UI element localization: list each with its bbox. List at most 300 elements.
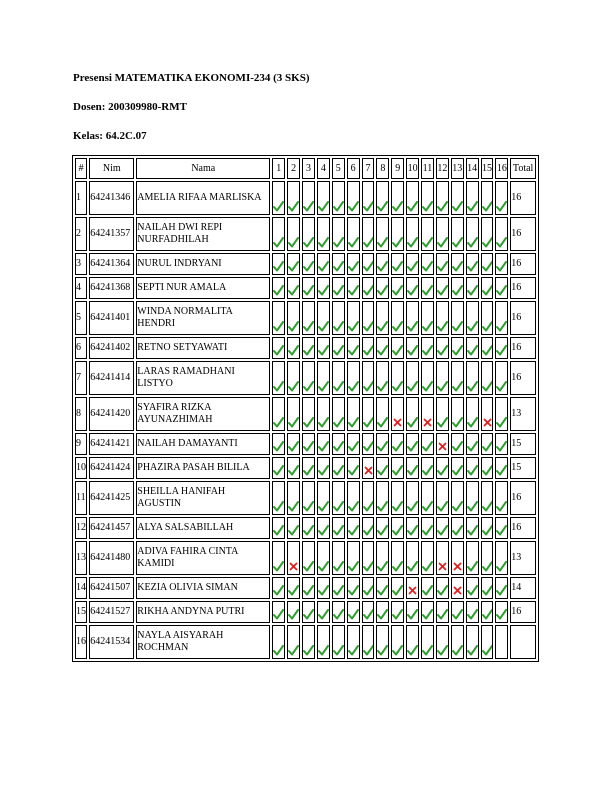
cross-icon (452, 561, 463, 572)
check-icon (422, 441, 433, 452)
attendance-cell (391, 301, 404, 335)
check-icon (377, 321, 388, 332)
attendance-cell (436, 625, 449, 659)
attendance-cell (272, 181, 285, 215)
attendance-cell (332, 181, 345, 215)
attendance-total: 16 (510, 481, 536, 515)
attendance-cell (391, 481, 404, 515)
check-icon (452, 525, 463, 536)
check-icon (273, 525, 284, 536)
attendance-cell (391, 337, 404, 359)
attendance-cell (466, 277, 479, 299)
attendance-cell (302, 217, 315, 251)
check-icon (392, 261, 403, 272)
check-icon (333, 501, 344, 512)
attendance-cell (466, 457, 479, 479)
attendance-cell (466, 397, 479, 431)
attendance-cell (287, 217, 300, 251)
check-icon (452, 285, 463, 296)
attendance-cell (287, 433, 300, 455)
attendance-cell (332, 217, 345, 251)
check-icon (422, 261, 433, 272)
attendance-cell (347, 337, 360, 359)
student-nim: 64241425 (89, 481, 134, 515)
cross-icon (392, 417, 403, 428)
check-icon (333, 261, 344, 272)
check-icon (273, 645, 284, 656)
check-icon (377, 561, 388, 572)
attendance-cell (451, 625, 464, 659)
attendance-cell (302, 457, 315, 479)
attendance-cell (287, 253, 300, 275)
attendance-total: 14 (510, 577, 536, 599)
attendance-cell (421, 517, 434, 539)
attendance-cell (436, 337, 449, 359)
attendance-cell (451, 577, 464, 599)
check-icon (392, 345, 403, 356)
attendance-cell (362, 361, 375, 395)
check-icon (482, 321, 493, 332)
attendance-cell (317, 337, 330, 359)
check-icon (482, 525, 493, 536)
attendance-cell (436, 577, 449, 599)
student-name: PHAZIRA PASAH BILILA (136, 457, 270, 479)
check-icon (318, 237, 329, 248)
attendance-cell (317, 517, 330, 539)
check-icon (496, 609, 507, 620)
attendance-cell (376, 481, 389, 515)
check-icon (273, 417, 284, 428)
check-icon (273, 609, 284, 620)
attendance-cell (495, 181, 508, 215)
check-icon (437, 525, 448, 536)
check-icon (333, 417, 344, 428)
check-icon (452, 261, 463, 272)
attendance-cell (466, 217, 479, 251)
cross-icon (407, 585, 418, 596)
attendance-cell (376, 181, 389, 215)
attendance-cell (287, 361, 300, 395)
attendance-cell (362, 277, 375, 299)
check-icon (437, 381, 448, 392)
attendance-cell (272, 397, 285, 431)
attendance-cell (332, 361, 345, 395)
attendance-cell (272, 301, 285, 335)
table-body (75, 181, 536, 659)
check-icon (318, 585, 329, 596)
check-icon (422, 381, 433, 392)
check-icon (496, 501, 507, 512)
attendance-cell (272, 541, 285, 575)
check-icon (377, 465, 388, 476)
table-row (75, 577, 536, 599)
attendance-cell (302, 301, 315, 335)
attendance-cell (272, 577, 285, 599)
row-number: 12 (75, 517, 87, 539)
attendance-cell (376, 541, 389, 575)
check-icon (288, 201, 299, 212)
attendance-cell (406, 541, 419, 575)
check-icon (407, 465, 418, 476)
cross-icon (288, 561, 299, 572)
check-icon (437, 585, 448, 596)
check-icon (482, 585, 493, 596)
attendance-cell (347, 361, 360, 395)
attendance-cell (376, 457, 389, 479)
row-number: 13 (75, 541, 87, 575)
check-icon (303, 441, 314, 452)
attendance-cell (287, 481, 300, 515)
attendance-cell (406, 601, 419, 623)
check-icon (318, 441, 329, 452)
check-icon (452, 465, 463, 476)
student-name: WINDA NORMALITA HENDRI (136, 301, 270, 335)
check-icon (303, 237, 314, 248)
attendance-cell (362, 217, 375, 251)
attendance-cell (317, 457, 330, 479)
attendance-cell (495, 577, 508, 599)
student-nim: 64241346 (89, 181, 134, 215)
check-icon (452, 345, 463, 356)
attendance-cell (332, 577, 345, 599)
check-icon (318, 609, 329, 620)
check-icon (467, 585, 478, 596)
check-icon (288, 381, 299, 392)
attendance-cell (391, 577, 404, 599)
check-icon (407, 381, 418, 392)
attendance-cell (391, 457, 404, 479)
student-nim: 64241401 (89, 301, 134, 335)
table-row (75, 481, 536, 515)
attendance-cell (287, 541, 300, 575)
check-icon (333, 441, 344, 452)
col-header-session-2: 2 (287, 158, 300, 179)
attendance-cell (451, 433, 464, 455)
check-icon (422, 285, 433, 296)
attendance-cell (421, 397, 434, 431)
check-icon (377, 285, 388, 296)
attendance-cell (332, 457, 345, 479)
lecturer-label: Dosen: 200309980-RMT (73, 101, 187, 113)
table-row (75, 217, 536, 251)
attendance-cell (495, 601, 508, 623)
attendance-cell (347, 577, 360, 599)
attendance-total: 16 (510, 301, 536, 335)
attendance-cell (466, 625, 479, 659)
attendance-cell (495, 337, 508, 359)
check-icon (333, 381, 344, 392)
attendance-cell (376, 277, 389, 299)
attendance-cell (332, 277, 345, 299)
attendance-cell (495, 217, 508, 251)
student-name: NAYLA AISYARAH ROCHMAN (136, 625, 270, 659)
student-nim: 64241414 (89, 361, 134, 395)
attendance-cell (481, 625, 494, 659)
check-icon (273, 561, 284, 572)
check-icon (348, 321, 359, 332)
attendance-cell (376, 517, 389, 539)
col-header-nama: Nama (136, 158, 270, 179)
check-icon (422, 237, 433, 248)
attendance-cell (317, 301, 330, 335)
check-icon (303, 609, 314, 620)
attendance-cell (317, 625, 330, 659)
attendance-cell (466, 577, 479, 599)
col-header-total: Total (510, 158, 536, 179)
attendance-cell (481, 433, 494, 455)
attendance-total: 16 (510, 277, 536, 299)
check-icon (363, 237, 374, 248)
check-icon (496, 261, 507, 272)
check-icon (348, 261, 359, 272)
check-icon (333, 201, 344, 212)
attendance-cell (272, 217, 285, 251)
check-icon (333, 345, 344, 356)
row-number: 15 (75, 601, 87, 623)
check-icon (303, 381, 314, 392)
check-icon (422, 501, 433, 512)
check-icon (303, 561, 314, 572)
attendance-total: 16 (510, 601, 536, 623)
attendance-cell (347, 397, 360, 431)
row-number: 7 (75, 361, 87, 395)
check-icon (273, 321, 284, 332)
check-icon (348, 525, 359, 536)
table-row (75, 457, 536, 479)
attendance-cell (406, 181, 419, 215)
check-icon (363, 285, 374, 296)
row-number: 2 (75, 217, 87, 251)
check-icon (467, 561, 478, 572)
attendance-cell (406, 253, 419, 275)
check-icon (422, 585, 433, 596)
attendance-cell (347, 253, 360, 275)
col-header-session-12: 12 (436, 158, 449, 179)
check-icon (333, 237, 344, 248)
attendance-cell (391, 433, 404, 455)
check-icon (467, 645, 478, 656)
attendance-cell (451, 337, 464, 359)
row-number: 10 (75, 457, 87, 479)
cross-icon (363, 465, 374, 476)
attendance-cell (406, 361, 419, 395)
check-icon (437, 201, 448, 212)
check-icon (288, 585, 299, 596)
attendance-cell (347, 457, 360, 479)
attendance-cell (391, 217, 404, 251)
attendance-cell (376, 577, 389, 599)
check-icon (496, 321, 507, 332)
check-icon (303, 201, 314, 212)
attendance-cell (466, 337, 479, 359)
attendance-cell (302, 277, 315, 299)
check-icon (422, 201, 433, 212)
check-icon (392, 609, 403, 620)
attendance-cell (272, 433, 285, 455)
attendance-cell (495, 253, 508, 275)
attendance-cell (391, 517, 404, 539)
attendance-cell (421, 625, 434, 659)
attendance-cell (347, 541, 360, 575)
attendance-cell (421, 337, 434, 359)
attendance-cell (302, 601, 315, 623)
check-icon (377, 261, 388, 272)
attendance-cell (481, 253, 494, 275)
check-icon (363, 501, 374, 512)
attendance-cell (376, 301, 389, 335)
attendance-cell (272, 481, 285, 515)
attendance-cell (272, 601, 285, 623)
row-number: 9 (75, 433, 87, 455)
student-name: KEZIA OLIVIA SIMAN (136, 577, 270, 599)
attendance-cell (362, 337, 375, 359)
check-icon (437, 465, 448, 476)
check-icon (467, 201, 478, 212)
attendance-cell (436, 253, 449, 275)
attendance-cell (287, 301, 300, 335)
check-icon (363, 645, 374, 656)
attendance-cell (317, 601, 330, 623)
attendance-cell (421, 277, 434, 299)
col-header-session-3: 3 (302, 158, 315, 179)
col-header-session-9: 9 (391, 158, 404, 179)
class-label: Kelas: 64.2C.07 (73, 130, 147, 142)
check-icon (318, 417, 329, 428)
attendance-total: 16 (510, 253, 536, 275)
attendance-cell (332, 541, 345, 575)
check-icon (392, 561, 403, 572)
attendance-cell (287, 337, 300, 359)
check-icon (482, 381, 493, 392)
check-icon (437, 417, 448, 428)
check-icon (363, 321, 374, 332)
check-icon (437, 501, 448, 512)
attendance-cell (347, 277, 360, 299)
check-icon (273, 237, 284, 248)
check-icon (467, 321, 478, 332)
check-icon (318, 561, 329, 572)
attendance-cell (272, 361, 285, 395)
check-icon (348, 501, 359, 512)
check-icon (318, 261, 329, 272)
check-icon (482, 609, 493, 620)
check-icon (288, 285, 299, 296)
attendance-cell (451, 601, 464, 623)
row-number: 5 (75, 301, 87, 335)
check-icon (467, 345, 478, 356)
student-nim: 64241364 (89, 253, 134, 275)
check-icon (288, 441, 299, 452)
attendance-cell (332, 301, 345, 335)
check-icon (422, 561, 433, 572)
attendance-cell (436, 181, 449, 215)
student-nim: 64241507 (89, 577, 134, 599)
attendance-total: 16 (510, 517, 536, 539)
attendance-cell (391, 625, 404, 659)
check-icon (437, 261, 448, 272)
check-icon (496, 465, 507, 476)
attendance-cell (362, 181, 375, 215)
check-icon (482, 501, 493, 512)
check-icon (392, 201, 403, 212)
student-nim: 64241534 (89, 625, 134, 659)
student-nim: 64241368 (89, 277, 134, 299)
attendance-cell (436, 361, 449, 395)
check-icon (422, 345, 433, 356)
attendance-cell (495, 541, 508, 575)
attendance-cell (302, 181, 315, 215)
check-icon (482, 345, 493, 356)
attendance-cell (436, 541, 449, 575)
check-icon (348, 585, 359, 596)
attendance-cell (481, 481, 494, 515)
check-icon (333, 609, 344, 620)
attendance-cell (436, 277, 449, 299)
check-icon (467, 465, 478, 476)
check-icon (273, 441, 284, 452)
check-icon (407, 525, 418, 536)
attendance-cell (347, 601, 360, 623)
attendance-cell (436, 301, 449, 335)
attendance-cell (466, 541, 479, 575)
attendance-cell (451, 181, 464, 215)
check-icon (392, 501, 403, 512)
table-row (75, 601, 536, 623)
check-icon (363, 417, 374, 428)
attendance-cell (451, 217, 464, 251)
check-icon (273, 585, 284, 596)
check-icon (377, 441, 388, 452)
check-icon (348, 285, 359, 296)
row-number: 1 (75, 181, 87, 215)
attendance-cell (466, 181, 479, 215)
attendance-cell (391, 397, 404, 431)
check-icon (273, 261, 284, 272)
check-icon (496, 417, 507, 428)
check-icon (318, 381, 329, 392)
check-icon (407, 441, 418, 452)
check-icon (303, 285, 314, 296)
col-header-session-10: 10 (406, 158, 419, 179)
check-icon (288, 525, 299, 536)
attendance-cell (376, 253, 389, 275)
attendance-cell (332, 625, 345, 659)
table-row (75, 361, 536, 395)
check-icon (333, 321, 344, 332)
check-icon (363, 441, 374, 452)
col-header-session-6: 6 (347, 158, 360, 179)
attendance-cell (317, 217, 330, 251)
check-icon (422, 321, 433, 332)
attendance-cell (406, 433, 419, 455)
attendance-cell (272, 517, 285, 539)
check-icon (407, 201, 418, 212)
check-icon (437, 285, 448, 296)
col-header-nim: Nim (89, 158, 134, 179)
attendance-cell (362, 517, 375, 539)
check-icon (437, 645, 448, 656)
check-icon (348, 465, 359, 476)
attendance-cell (347, 301, 360, 335)
check-icon (482, 465, 493, 476)
check-icon (273, 501, 284, 512)
check-icon (452, 645, 463, 656)
check-icon (467, 609, 478, 620)
student-nim: 64241421 (89, 433, 134, 455)
attendance-cell (481, 217, 494, 251)
check-icon (467, 441, 478, 452)
check-icon (348, 417, 359, 428)
